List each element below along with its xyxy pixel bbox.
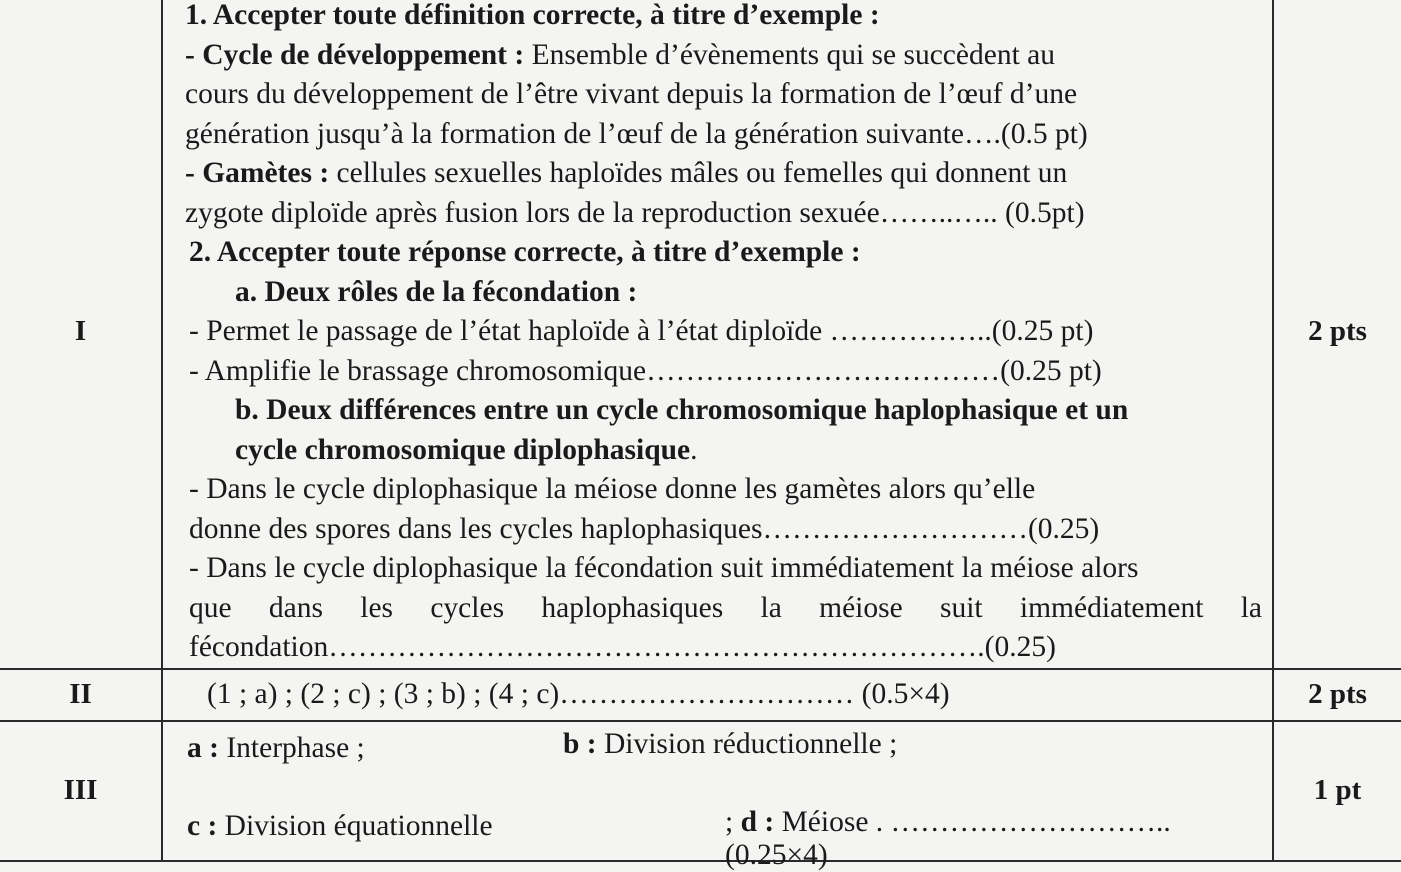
q1-heading: 1. Accepter toute définition correcte, à titre d’exemple : bbox=[185, 0, 880, 31]
q2a-heading: a. Deux rôles de la fécondation : bbox=[235, 275, 638, 308]
label-b: b : Division réductionnelle ; bbox=[563, 727, 898, 760]
points-value: 2 pts bbox=[1273, 669, 1401, 721]
text-line: zygote diploïde après fusion lors de la reproduction sexuée……..….. (0.5pt) bbox=[185, 196, 1085, 229]
question-number: III bbox=[0, 721, 162, 861]
text-line: cours du développement de l’être vivant depuis la formation de l’œuf d’une bbox=[185, 78, 1078, 110]
question-number: I bbox=[0, 0, 162, 669]
answer-content bbox=[163, 0, 1272, 668]
role-item: - Amplifie le brassage chromosomique………………………………(0.25 pt) bbox=[189, 354, 1102, 387]
definition-cycle: - Cycle de développement : Ensemble d’évènements qui se succèdent au bbox=[185, 38, 1056, 71]
answer-cell bbox=[162, 669, 1273, 721]
q2b-heading: cycle chromosomique diplophasique. bbox=[235, 433, 698, 466]
difference-item: - Dans le cycle diplophasique la fécondation suit immédiatement la méiose alors bbox=[189, 552, 1139, 584]
difference-item: - Dans le cycle diplophasique la méiose donne les gamètes alors qu’elle bbox=[189, 473, 1036, 505]
text-line: donne des spores dans les cycles haplophasiques………………………(0.25) bbox=[189, 512, 1100, 545]
points-value: 1 pt bbox=[1273, 721, 1401, 861]
question-number: II bbox=[0, 669, 162, 721]
labels-block bbox=[163, 722, 1272, 871]
label-d: ; d : Méiose . ………………………..(0.25×4) bbox=[725, 805, 1171, 871]
text-line: fécondation………………………………………………………….(0.25) bbox=[189, 631, 1056, 663]
table-row bbox=[0, 721, 1401, 861]
definition-gametes: - Gamètes : cellules sexuelles haploïdes mâles ou femelles qui donnent un bbox=[185, 157, 1068, 189]
answer-cell bbox=[162, 0, 1273, 669]
q2-heading: 2. Accepter toute réponse correcte, à titre d’exemple : bbox=[189, 236, 861, 268]
q2b-heading: b. Deux différences entre un cycle chromosomique haplophasique et un bbox=[235, 394, 1129, 426]
points-value: 2 pts bbox=[1273, 0, 1401, 669]
table-row bbox=[0, 669, 1401, 721]
matching-answer: (1 ; a) ; (2 ; c) ; (3 ; b) ; (4 ; c)………………………… (0.5×4) bbox=[207, 678, 950, 710]
label-c: c : Division équationnelle bbox=[187, 809, 493, 842]
answer-cell bbox=[162, 721, 1273, 871]
role-item: - Permet le passage de l’état haploïde à l’état diploïde ……………..(0.25 pt) bbox=[189, 315, 1094, 347]
text-line: génération jusqu’à la formation de l’œuf de la génération suivante….(0.5 pt) bbox=[185, 117, 1088, 150]
text-line: que dans les cycles haplophasiques la méiose suit immédiatement la bbox=[189, 591, 1262, 624]
label-a: a : Interphase ; bbox=[187, 731, 365, 764]
